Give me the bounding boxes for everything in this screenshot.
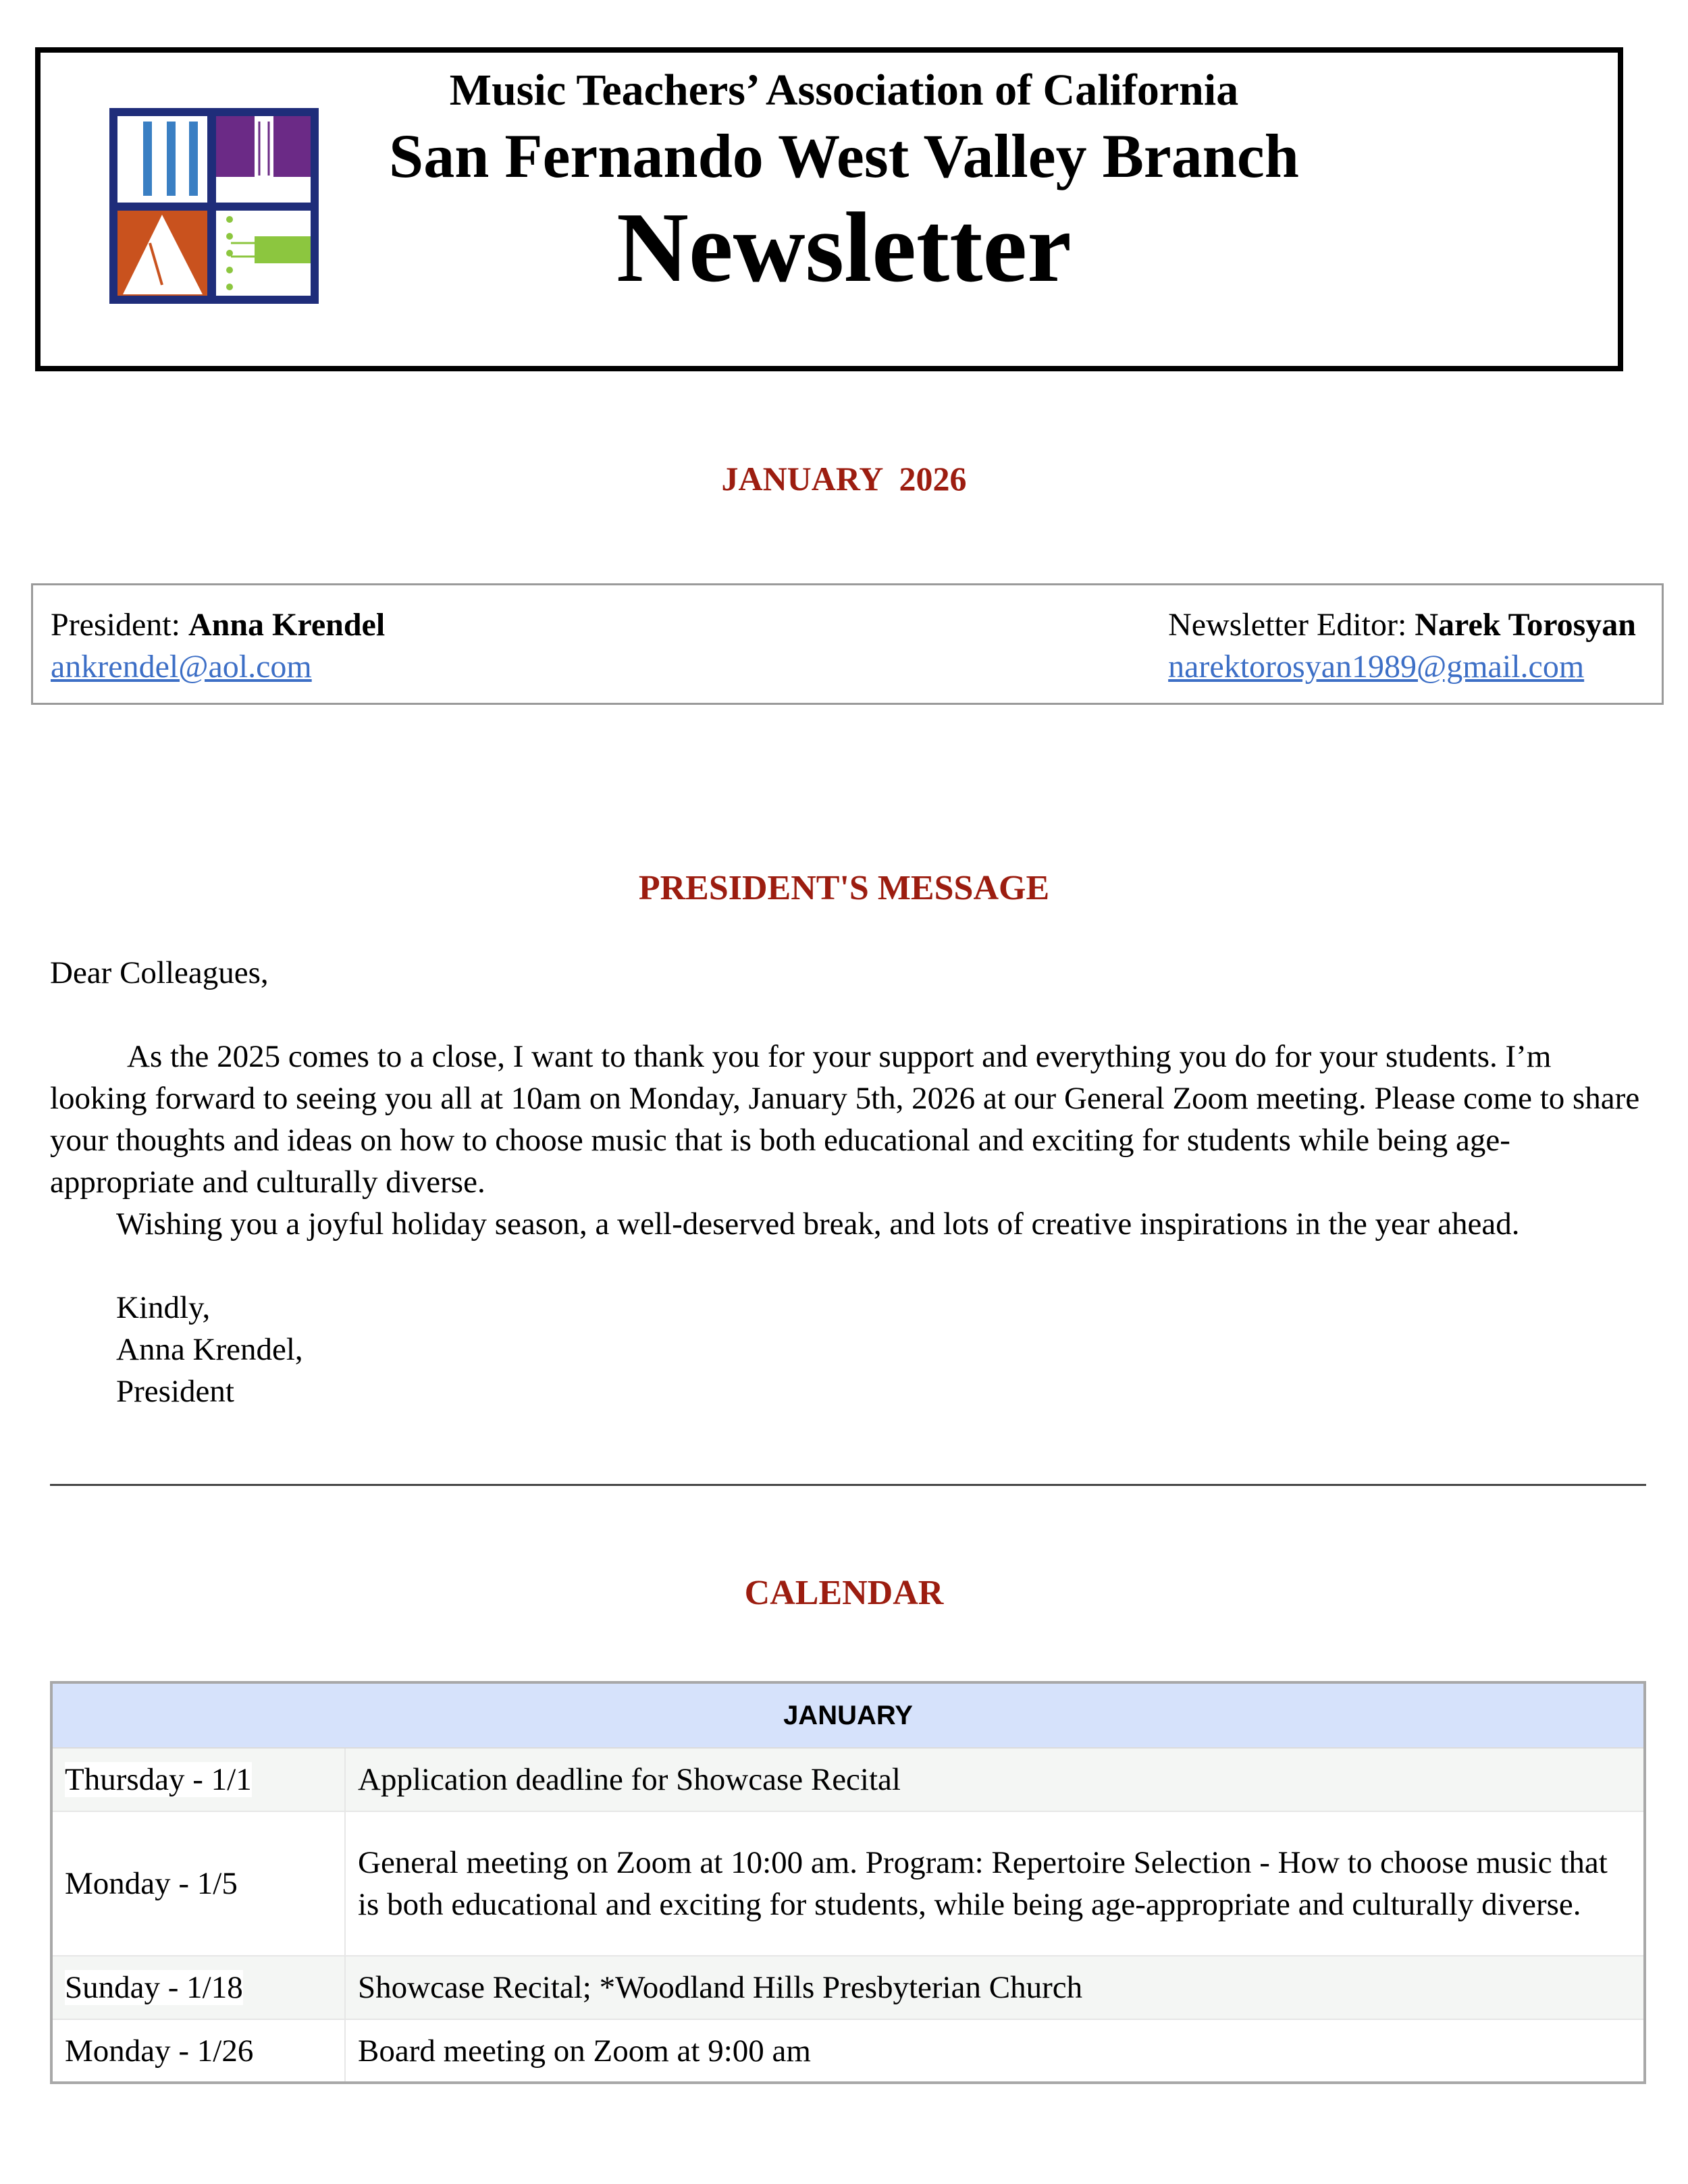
president-contact [51,604,385,688]
issue-month: JANUARY 2026 [721,460,967,498]
presidents-message-title: PRESIDENT'S MESSAGE [638,869,1050,907]
calendar-month-header: JANUARY [51,1682,1645,1748]
signer-name: Anna Krendel, [116,1332,303,1367]
president-label: President: [51,607,188,643]
president-name: Anna Krendel [188,607,386,643]
branch-name: San Fernando West Valley Branch [389,122,1299,190]
event-day: Sunday - 1/18 [65,1970,243,2005]
table-row [51,1956,1645,2019]
event-description: Application deadline for Showcase Recital [345,1748,1645,1811]
calendar-table [50,1681,1646,2084]
event-description: Board meeting on Zoom at 9:00 am [345,2019,1645,2083]
editor-label: Newsletter Editor: [1168,607,1415,643]
closing: Kindly, [116,1290,211,1325]
event-description: Showcase Recital; *Woodland Hills Presbyterian Church [345,1956,1645,2019]
table-row [51,1748,1645,1811]
editor-contact [1168,604,1636,688]
event-day: Thursday - 1/1 [65,1762,252,1797]
table-row [51,2019,1645,2083]
org-name: Music Teachers’ Association of California [449,65,1239,115]
newsletter-title: Newsletter [616,192,1072,303]
event-description: General meeting on Zoom at 10:00 am. Program: Repertoire Selection - How to choose music that is both educational and exciting for students, while being age-appropriate and culturally diverse. [345,1811,1645,1956]
president-email-link[interactable]: ankrendel@aol.com [51,649,312,685]
editor-name: Narek Torosyan [1415,607,1636,643]
editor-email-link[interactable]: narektorosyan1989@gmail.com [1168,649,1585,685]
message-paragraph-1: As the 2025 comes to a close, I want to thank you for your support and everything you do for your students. I’m looking forward to seeing you all at 10am on Monday, January 5th, 2026 at our General Zoom meeting. Please come to share your thoughts and ideas on how to choose music that is both educational and exciting for students while being age-appropriate and culturally diverse. [50,1039,1640,1200]
event-day: Monday - 1/26 [65,2033,254,2069]
message-paragraph-2: Wishing you a joyful holiday season, a well-deserved break, and lots of creative inspirations in the year ahead. [116,1206,1520,1242]
salutation: Dear Colleagues, [50,955,269,990]
signer-title: President [116,1374,234,1409]
calendar-title: CALENDAR [744,1574,944,1612]
event-day: Monday - 1/5 [65,1866,238,1901]
contacts-box [31,583,1664,705]
table-row [51,1811,1645,1956]
section-divider [50,1484,1646,1486]
